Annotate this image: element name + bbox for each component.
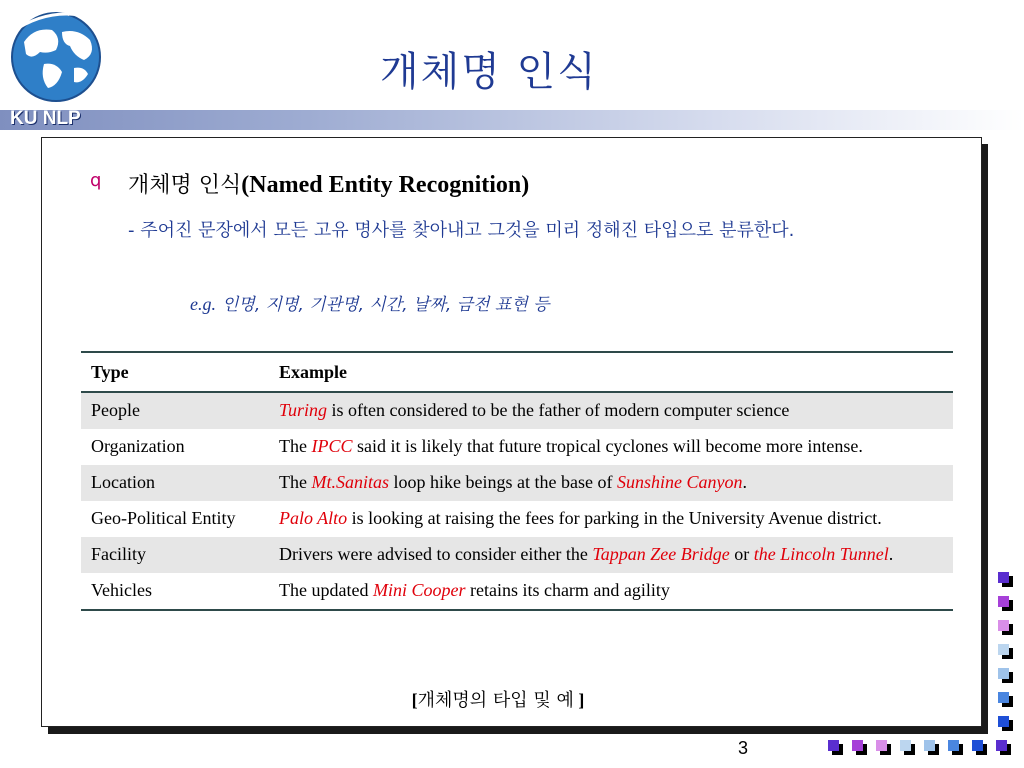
example-text: . [888,544,894,564]
brand-label: KU NLP [10,108,81,129]
decor-square [972,740,983,751]
cell-type: Facility [91,544,146,564]
decor-square [998,620,1009,631]
entity-highlight: the Lincoln Tunnel [753,544,889,564]
cell-example [269,429,953,465]
examples-text: 인명, 지명, 기관명, 시간, 날짜, 금전 표현 등 [222,295,550,315]
decor-square [948,740,959,751]
decor-square [998,644,1009,655]
decor-square [998,692,1009,703]
entity-highlight: IPCC [311,436,353,456]
example-text: Drivers were advised to consider either the [279,544,593,564]
table-header-row [81,352,953,392]
decor-square [996,740,1007,751]
entity-highlight: Mini Cooper [372,580,466,600]
cell-example [269,501,953,537]
examples-prefix: e.g. [190,294,216,314]
table-row [81,429,953,465]
decor-square [828,740,839,751]
header-bar [0,110,1024,130]
slide-title: 개체명 인식 [380,49,598,95]
example-text: The [279,472,312,492]
decor-square [998,716,1009,727]
example-text: or [729,544,754,564]
column-header-type: Type [91,362,129,382]
table-caption [42,686,954,712]
table-row [81,501,953,537]
cell-type: Location [91,472,155,492]
bullet-icon: q [90,170,102,191]
decor-square [900,740,911,751]
caption-text: 개체명의 타입 및 예 [417,690,574,711]
section-heading-en: (Named Entity Recognition) [241,172,530,198]
decor-square [998,668,1009,679]
table-row [81,537,953,573]
example-text: The updated [279,580,373,600]
cell-example [269,465,953,501]
cell-example [269,573,953,610]
cell-example [269,537,953,573]
cell-example [269,392,953,429]
examples-line [190,290,550,315]
caption-open: [ [411,690,418,710]
decor-square [924,740,935,751]
example-text: retains its charm and agility [465,580,670,600]
entity-type-table [81,351,953,611]
decor-square [852,740,863,751]
content-box [41,137,982,727]
cell-type: People [91,400,140,420]
decor-square [998,572,1009,583]
table-row [81,465,953,501]
example-text: is looking at raising the fees for parking in the University Avenue district. [347,508,882,528]
section-heading [128,168,529,199]
section-heading-ko: 개체명 인식 [128,173,242,198]
example-text: The [279,436,312,456]
example-text: loop hike beings at the base of [389,472,617,492]
table-row [81,573,953,610]
page-number: 3 [738,738,749,758]
cell-type: Vehicles [91,580,152,600]
entity-highlight: Mt.Sanitas [311,472,389,492]
entity-highlight: Turing [279,400,328,420]
entity-highlight: Sunshine Canyon [616,472,743,492]
entity-highlight: Tappan Zee Bridge [592,544,730,564]
table-row [81,392,953,429]
section-description: - 주어진 문장에서 모든 고유 명사를 찾아내고 그것을 미리 정해진 타입으로 분류한다. [128,220,795,241]
table-body [81,392,953,610]
entity-highlight: Palo Alto [279,508,348,528]
example-text: is often considered to be the father of modern computer science [327,400,790,420]
cell-type: Geo-Political Entity [91,508,236,528]
example-text: . [742,472,747,492]
decor-square [998,596,1009,607]
decor-square [876,740,887,751]
column-header-example: Example [279,362,348,382]
example-text: said it is likely that future tropical cyclones will become more intense. [352,436,863,456]
caption-close: ] [573,690,585,710]
cell-type: Organization [91,436,185,456]
